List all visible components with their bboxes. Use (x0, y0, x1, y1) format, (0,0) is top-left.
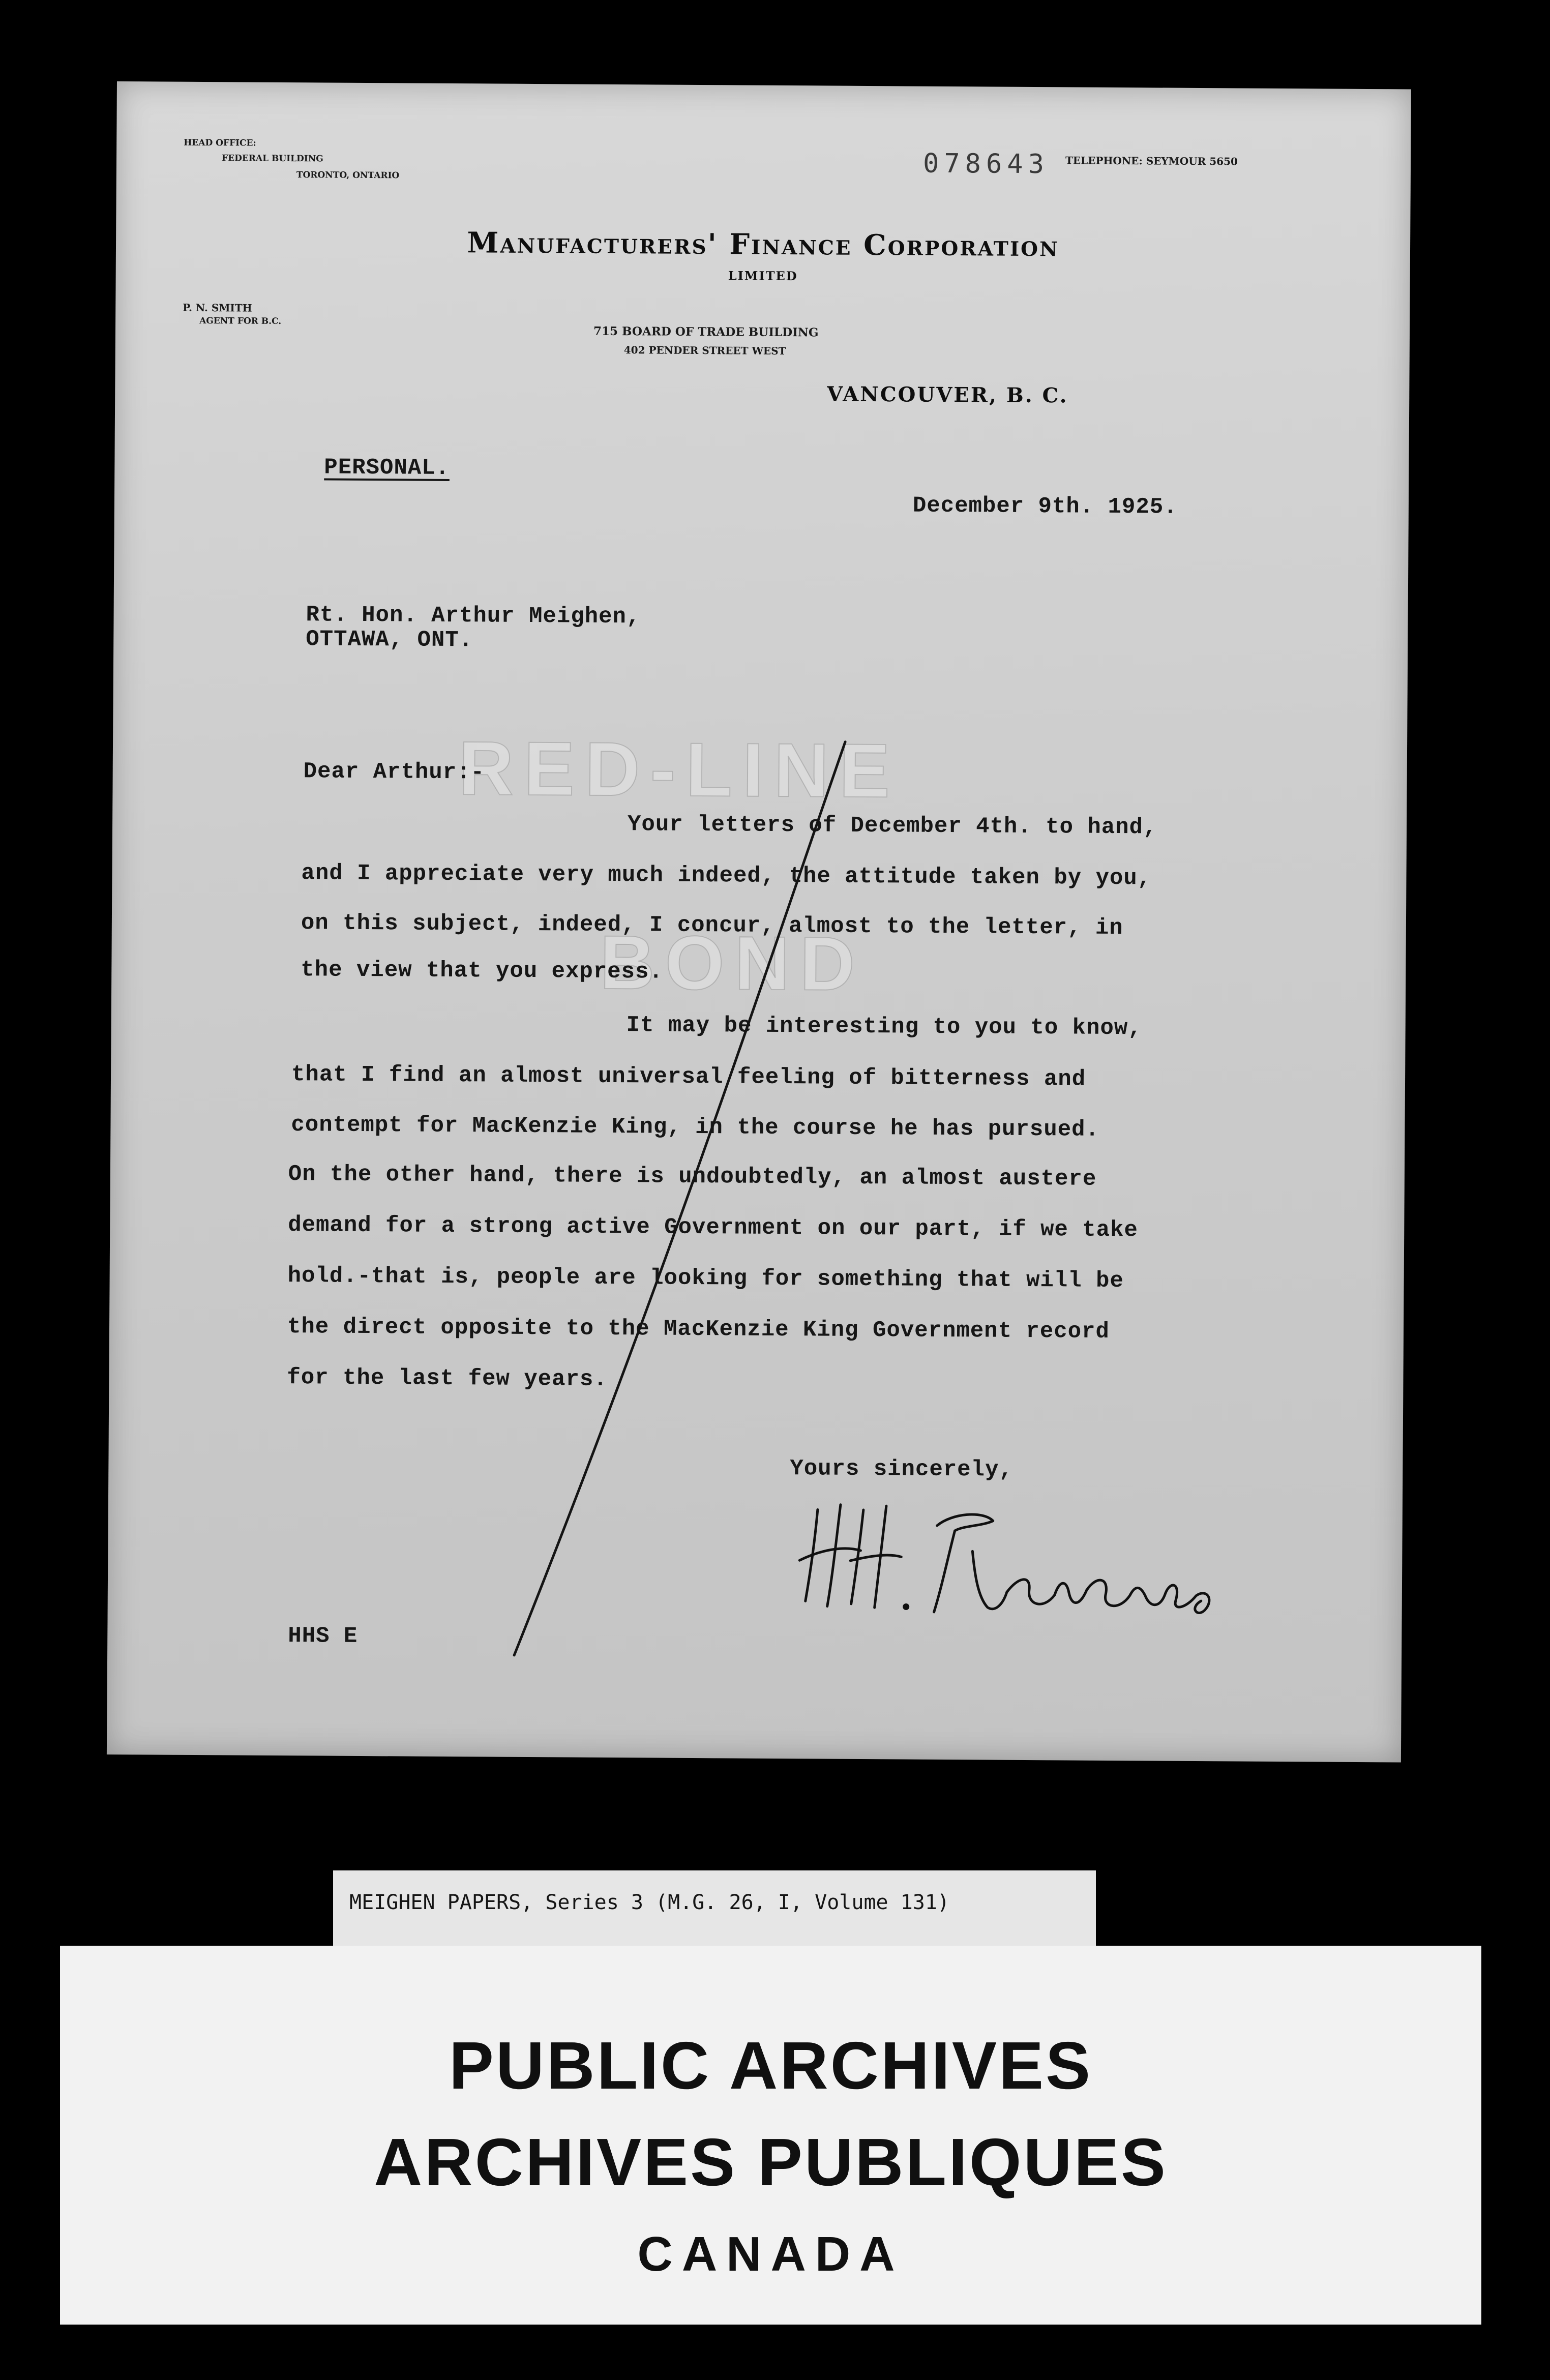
company-suffix: LIMITED (728, 268, 798, 284)
body-line: the view that you express. (301, 957, 663, 985)
agent-title: AGENT FOR B.C. (199, 315, 282, 326)
archives-line-country: CANADA (637, 2227, 904, 2281)
document-number: 078643 (922, 148, 1050, 180)
letter-page (107, 81, 1411, 1762)
letter-date: December 9th. 1925. (912, 493, 1178, 520)
head-office-label: HEAD OFFICE: (184, 137, 256, 148)
body-line: the direct opposite to the MacKenzie King Government record (287, 1314, 1110, 1345)
address-line-1: 715 BOARD OF TRADE BUILDING (593, 324, 819, 340)
body-line: On the other hand, there is undoubtedly, an almost austere (288, 1162, 1097, 1192)
typist-initials: HHS E (288, 1623, 358, 1649)
city: VANCOUVER, B. C. (827, 382, 1068, 408)
catalog-label (333, 1870, 1096, 1947)
body-line: demand for a strong active Government on our part, if we take (288, 1212, 1139, 1243)
archives-line-french: ARCHIVES PUBLIQUES (374, 2125, 1168, 2199)
handwritten-signature (799, 1504, 1210, 1614)
personal-marking: PERSONAL. (324, 455, 450, 482)
body-line: contempt for MacKenzie King, in the course he has pursued. (291, 1112, 1100, 1143)
agent-name: P. N. SMITH (183, 301, 252, 314)
body-line: for the last few years. (287, 1365, 608, 1392)
body-line: hold.-that is, people are looking for something that will be (287, 1263, 1124, 1294)
archives-line-english: PUBLIC ARCHIVES (449, 2028, 1093, 2103)
salutation: Dear Arthur:- (303, 759, 485, 786)
letter-overlay (107, 81, 1411, 1762)
address-line-2: 402 PENDER STREET WEST (623, 344, 786, 358)
watermark-stamp-line-1: RED-LINE (458, 725, 901, 814)
telephone: TELEPHONE: SEYMOUR 5650 (1065, 154, 1238, 168)
recipient-line-1: Rt. Hon. Arthur Meighen, (306, 602, 641, 630)
head-office-building: FEDERAL BUILDING (222, 153, 323, 164)
body-line: that I find an almost universal feeling of bitterness and (291, 1062, 1086, 1092)
body-line: and I appreciate very much indeed, the attitude taken by you, (301, 860, 1152, 891)
archives-card (60, 1946, 1481, 2325)
body-line: Your letters of December 4th. to hand, (627, 812, 1157, 841)
closing: Yours sincerely, (790, 1456, 1013, 1483)
head-office-city: TORONTO, ONTARIO (296, 170, 400, 181)
body-line: It may be interesting to you to know, (626, 1013, 1142, 1042)
pen-stroke-line (514, 740, 845, 1657)
catalog-label-text: MEIGHEN PAPERS, Series 3 (M.G. 26, I, Volume 131) (349, 1891, 950, 1914)
watermark-stamp-line-2: BOND (599, 919, 866, 1007)
company-name: Manufacturers' Finance Corporation (467, 226, 1060, 263)
body-line: on this subject, indeed, I concur, almost to the letter, in (301, 910, 1123, 941)
recipient-line-2: OTTAWA, ONT. (306, 627, 473, 653)
